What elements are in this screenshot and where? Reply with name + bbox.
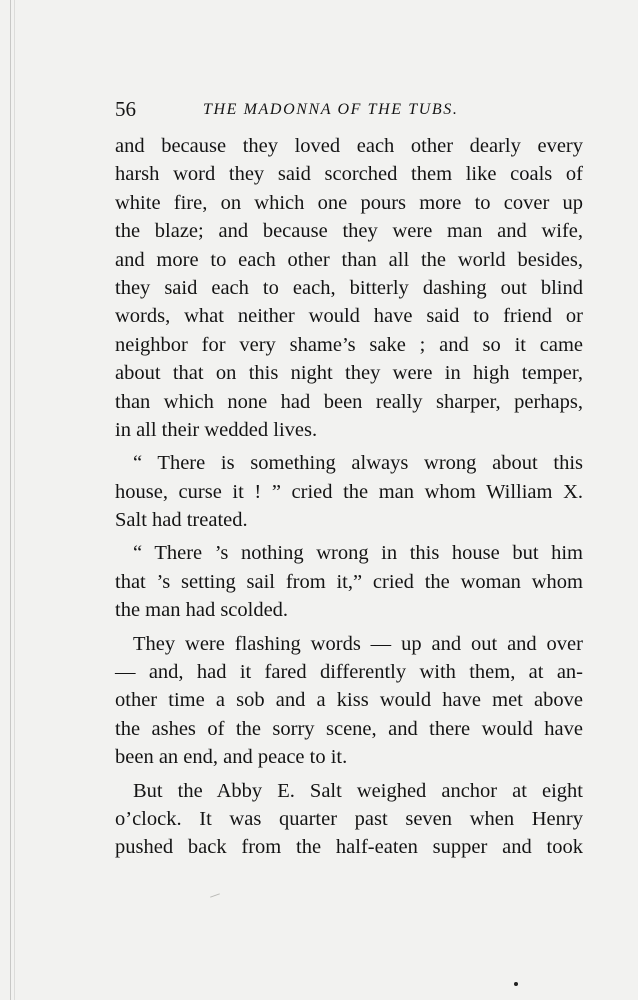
- text-line: in all their wedded lives.: [115, 418, 318, 441]
- text-line: than which none had been really sharper, perhaps,: [115, 390, 583, 413]
- paragraph: [115, 777, 583, 862]
- page-edge-line: [14, 0, 15, 1000]
- text-line: Salt had treated.: [115, 509, 248, 532]
- text-line: that ’s setting sail from it,” cried the woman whom: [115, 570, 583, 593]
- text-line: they said each to each, bitterly dashing out blind: [115, 276, 583, 299]
- ink-speck: [514, 982, 518, 986]
- text-line: the man had scolded.: [115, 599, 289, 622]
- text-line: house, curse it ! ” cried the man whom William X.: [115, 480, 583, 503]
- page-header: [115, 94, 585, 124]
- text-line: — and, had it fared differently with them, at an-: [115, 661, 583, 684]
- paragraph: [115, 630, 583, 772]
- text-line: pushed back from the half-eaten supper and took: [115, 836, 583, 859]
- text-line: They were flashing words — up and out and over: [133, 632, 583, 655]
- text-line: “ There is something always wrong about this: [133, 452, 583, 475]
- paper-blemish: [210, 893, 220, 897]
- body-text: [115, 132, 583, 867]
- text-line: and more to each other than all the world besides,: [115, 248, 583, 271]
- paragraph: [115, 132, 583, 444]
- text-line: the ashes of the sorry scene, and there would have: [115, 717, 583, 740]
- paragraph: [115, 449, 583, 534]
- running-title: THE MADONNA OF THE TUBS.: [203, 101, 459, 118]
- page-number: 56: [115, 97, 136, 121]
- text-line: other time a sob and a kiss would have met above: [115, 689, 583, 712]
- text-line: “ There ’s nothing wrong in this house but him: [133, 542, 583, 565]
- paragraph: [115, 539, 583, 624]
- text-line: But the Abby E. Salt weighed anchor at eight: [133, 779, 583, 802]
- text-line: white fire, on which one pours more to cover up: [115, 191, 583, 214]
- text-line: o’clock. It was quarter past seven when Henry: [115, 807, 583, 830]
- text-line: been an end, and peace to it.: [115, 746, 348, 769]
- text-line: the blaze; and because they were man and wife,: [115, 220, 583, 243]
- text-line: and because they loved each other dearly every: [115, 135, 583, 157]
- text-line: words, what neither would have said to friend or: [115, 305, 583, 328]
- text-line: neighbor for very shame’s sake ; and so it came: [115, 333, 583, 356]
- text-line: about that on this night they were in high temper,: [115, 362, 583, 385]
- page-edge-line: [10, 0, 11, 1000]
- text-line: harsh word they said scorched them like coals of: [115, 163, 583, 186]
